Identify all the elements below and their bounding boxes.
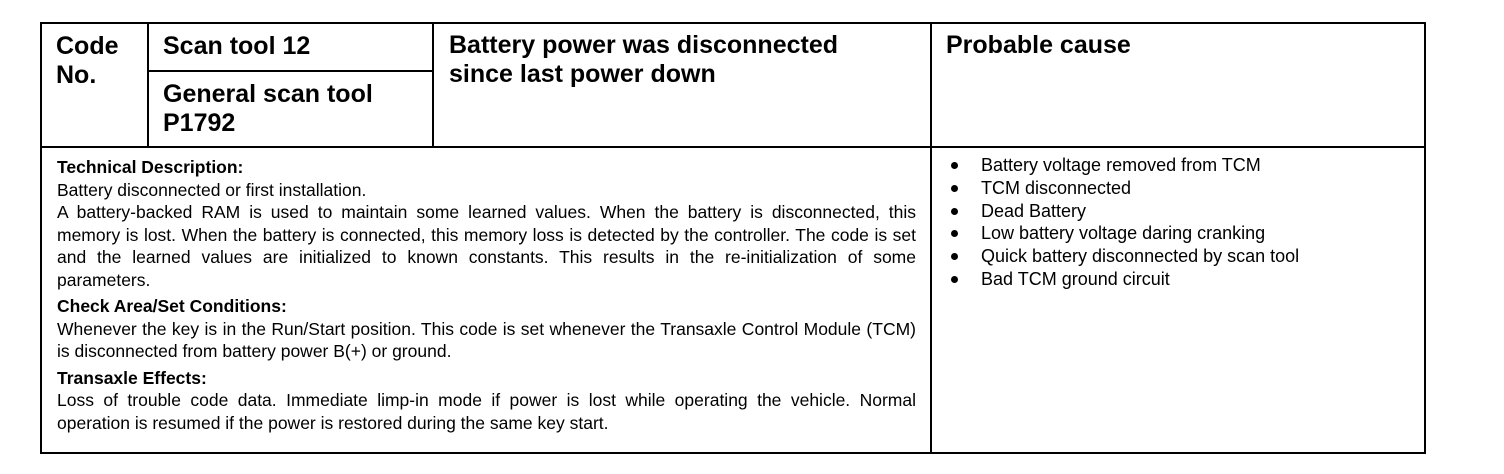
description-panel bbox=[57, 156, 916, 438]
probable-cause-header: Probable cause bbox=[946, 31, 1131, 59]
scan-tool-12-label: Scan tool 12 bbox=[163, 32, 311, 60]
check-area-title: Check Area/Set Conditions: bbox=[57, 296, 287, 316]
list-item bbox=[946, 268, 1299, 291]
bullet-icon bbox=[951, 162, 958, 169]
technical-description-title: Technical Description: bbox=[57, 157, 244, 177]
cause-text: Quick battery disconnected by scan tool bbox=[981, 246, 1300, 267]
divider-scan-col bbox=[432, 22, 434, 147]
technical-description-section bbox=[57, 156, 916, 291]
list-item bbox=[946, 200, 1299, 223]
technical-description-line-1: Battery disconnected or first installation. bbox=[57, 179, 367, 200]
code-no-header: Code No. bbox=[56, 32, 119, 89]
divider-cause-col bbox=[930, 22, 932, 454]
divider-scan-tool-row bbox=[147, 70, 434, 72]
code-title: Battery power was disconnected since last power down bbox=[449, 31, 839, 88]
divider-code-col bbox=[147, 22, 149, 147]
list-item bbox=[946, 245, 1299, 268]
bullet-icon bbox=[951, 253, 958, 260]
cause-text: Dead Battery bbox=[981, 200, 1087, 221]
list-item bbox=[946, 154, 1299, 177]
check-area-body: Whenever the key is in the Run/Start position. This code is set whenever the Transaxle Control Module (TCM) is disconnected from battery power B(+) or ground. bbox=[57, 318, 916, 361]
cause-text: Low battery voltage daring cranking bbox=[981, 223, 1266, 244]
bullet-icon bbox=[951, 230, 958, 237]
check-area-section bbox=[57, 295, 916, 363]
bullet-icon bbox=[951, 185, 958, 192]
bullet-icon bbox=[951, 208, 958, 215]
cause-text: TCM disconnected bbox=[981, 177, 1132, 198]
list-item bbox=[946, 177, 1299, 200]
technical-description-line-2: A battery-backed RAM is used to maintain some learned values. When the battery is disconnected, this memory is lost. When the battery is connected, this memory loss is detected by the controller. The code is set and the learned values are initialized to known constants. This results in the re-initialization of some parameters. bbox=[57, 202, 916, 290]
transaxle-effects-section bbox=[57, 367, 916, 435]
divider-header-body bbox=[40, 146, 1426, 148]
cause-text: Battery voltage removed from TCM bbox=[981, 155, 1261, 175]
transaxle-effects-body: Loss of trouble code data. Immediate limp-in mode if power is lost while operating the vehicle. Normal operation is resumed if the power is restored during the same key start. bbox=[57, 390, 916, 433]
probable-cause-list bbox=[946, 154, 1299, 291]
bullet-icon bbox=[951, 276, 958, 283]
list-item bbox=[946, 222, 1299, 245]
transaxle-effects-title: Transaxle Effects: bbox=[57, 367, 207, 388]
general-scan-tool-label: General scan tool P1792 bbox=[163, 80, 373, 137]
cause-text: Bad TCM ground circuit bbox=[981, 268, 1170, 289]
